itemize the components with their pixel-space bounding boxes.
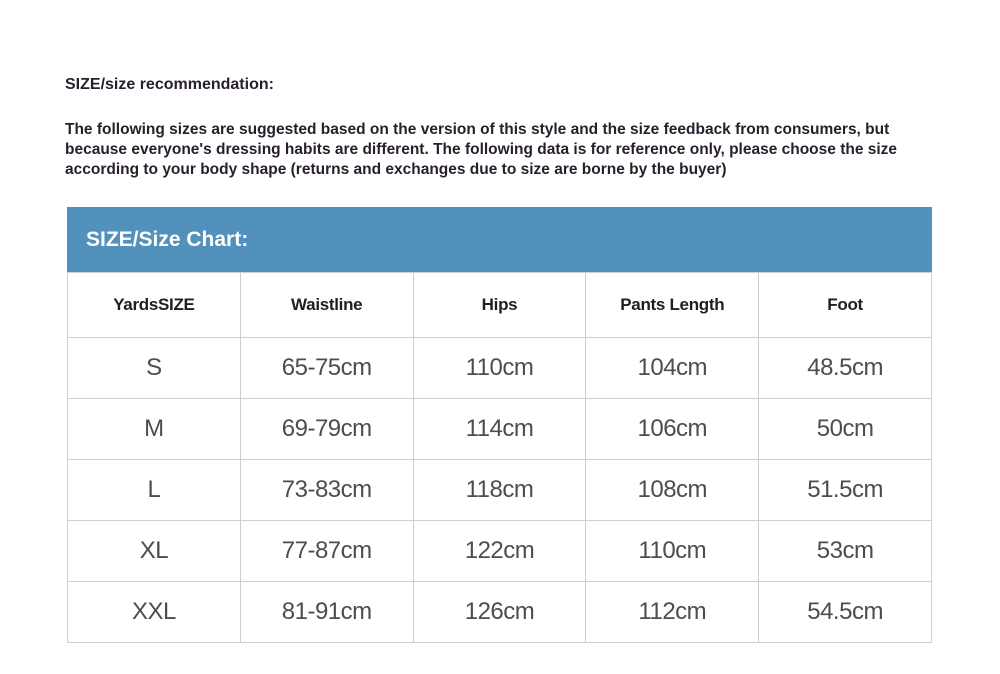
table-row bbox=[68, 521, 932, 582]
cell-pants-length: 112cm bbox=[586, 582, 759, 643]
cell-pants-length: 104cm bbox=[586, 338, 759, 399]
cell-hips: 110cm bbox=[413, 338, 586, 399]
column-header-hips: Hips bbox=[413, 273, 586, 338]
cell-waistline: 73-83cm bbox=[240, 460, 413, 521]
table-row bbox=[68, 460, 932, 521]
cell-hips: 126cm bbox=[413, 582, 586, 643]
cell-hips: 114cm bbox=[413, 399, 586, 460]
size-chart-title: SIZE/Size Chart: bbox=[86, 227, 249, 251]
cell-foot: 54.5cm bbox=[759, 582, 932, 643]
column-header-foot: Foot bbox=[759, 273, 932, 338]
cell-waistline: 69-79cm bbox=[240, 399, 413, 460]
cell-foot: 51.5cm bbox=[759, 460, 932, 521]
cell-size: M bbox=[68, 399, 241, 460]
cell-waistline: 77-87cm bbox=[240, 521, 413, 582]
column-header-waistline: Waistline bbox=[240, 273, 413, 338]
table-row bbox=[68, 399, 932, 460]
cell-size: S bbox=[68, 338, 241, 399]
size-recommendation-heading: SIZE/size recommendation: bbox=[65, 76, 274, 93]
size-recommendation-text: The following sizes are suggested based on the version of this style and the size feedback from consumers, but because everyone's dressing habits are different. The following data is for reference only, please choose the size according to your body shape (returns and exchanges due to size are borne by the buyer) bbox=[65, 121, 898, 178]
cell-pants-length: 106cm bbox=[586, 399, 759, 460]
cell-foot: 53cm bbox=[759, 521, 932, 582]
cell-size: XL bbox=[68, 521, 241, 582]
size-chart bbox=[67, 207, 932, 643]
cell-foot: 48.5cm bbox=[759, 338, 932, 399]
cell-hips: 118cm bbox=[413, 460, 586, 521]
cell-foot: 50cm bbox=[759, 399, 932, 460]
column-header-yards-size: YardsSIZE bbox=[68, 273, 241, 338]
cell-size: XXL bbox=[68, 582, 241, 643]
cell-hips: 122cm bbox=[413, 521, 586, 582]
size-chart-table bbox=[67, 272, 932, 643]
table-header-row bbox=[68, 273, 932, 338]
cell-pants-length: 110cm bbox=[586, 521, 759, 582]
table-row bbox=[68, 582, 932, 643]
size-chart-title-bar bbox=[67, 207, 932, 272]
cell-waistline: 65-75cm bbox=[240, 338, 413, 399]
table-row bbox=[68, 338, 932, 399]
cell-waistline: 81-91cm bbox=[240, 582, 413, 643]
cell-size: L bbox=[68, 460, 241, 521]
column-header-pants-length: Pants Length bbox=[586, 273, 759, 338]
cell-pants-length: 108cm bbox=[586, 460, 759, 521]
